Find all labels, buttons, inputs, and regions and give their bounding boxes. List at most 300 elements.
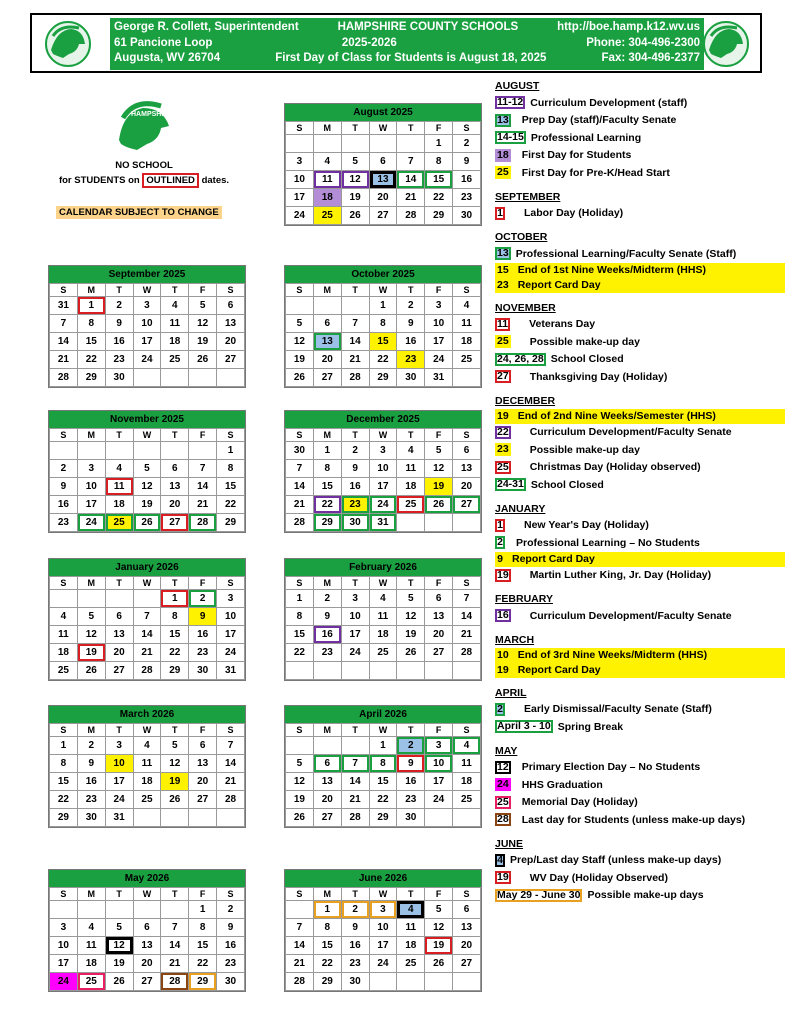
logo-right — [694, 19, 758, 69]
day-cell: 7 — [217, 737, 245, 755]
day-cell — [313, 737, 341, 755]
day-cell: 10 — [50, 937, 78, 955]
day-cell: 24 — [50, 973, 78, 991]
day-cell: 25 — [453, 791, 481, 809]
weekday-header: M — [313, 122, 341, 135]
legend-item — [495, 409, 785, 424]
day-cell: 19 — [161, 773, 189, 791]
day-cell: 27 — [105, 662, 133, 680]
day-cell: 17 — [133, 333, 161, 351]
weekday-header: S — [453, 577, 481, 590]
day-cell: 21 — [50, 351, 78, 369]
day-cell: 26 — [425, 496, 453, 514]
weekday-header: S — [217, 577, 245, 590]
day-cell: 3 — [217, 590, 245, 608]
day-cell: 6 — [217, 297, 245, 315]
day-cell: 6 — [425, 590, 453, 608]
day-cell — [397, 135, 425, 153]
trojan-logo-icon — [697, 20, 755, 68]
day-cell — [189, 442, 217, 460]
legend-label: Last day for Students (unless make-up days) — [521, 813, 746, 826]
day-cell: 30 — [77, 809, 105, 827]
legend-key: 24 — [497, 778, 509, 791]
legend-key: 11 — [497, 317, 509, 330]
legend-key: 19 — [497, 663, 509, 676]
day-cell: 29 — [50, 809, 78, 827]
day-cell: 8 — [161, 608, 189, 626]
day-cell: 15 — [425, 171, 453, 189]
day-cell: 14 — [453, 608, 481, 626]
legend-key: 18 — [497, 148, 509, 161]
legend-item — [495, 333, 785, 351]
day-cell: 23 — [313, 644, 341, 662]
day-cell: 28 — [217, 791, 245, 809]
day-cell: 29 — [77, 369, 105, 387]
legend-item — [495, 776, 785, 794]
day-cell: 6 — [313, 315, 341, 333]
day-cell: 13 — [453, 460, 481, 478]
day-cell: 2 — [341, 442, 369, 460]
legend-month: JUNE — [495, 837, 524, 850]
legend-label: Curriculum Development/Faculty Senate — [529, 609, 732, 622]
day-cell: 16 — [77, 773, 105, 791]
legend-key: 11-12 — [497, 96, 524, 109]
legend-label: Martin Luther King, Jr. Day (Holiday) — [529, 569, 712, 582]
day-cell: 15 — [77, 333, 105, 351]
day-cell: 11 — [369, 608, 397, 626]
weekday-header: S — [453, 429, 481, 442]
legend-label: First Day for Pre-K/Head Start — [521, 166, 670, 179]
weekday-header: M — [313, 577, 341, 590]
weekday-header: T — [161, 284, 189, 297]
day-cell: 19 — [105, 955, 133, 973]
day-cell: 21 — [397, 189, 425, 207]
weekday-header: T — [161, 577, 189, 590]
day-cell: 3 — [369, 442, 397, 460]
day-cell: 26 — [161, 791, 189, 809]
legend-key: April 3 - 10 — [497, 720, 551, 733]
legend-label: New Year's Day (Holiday) — [524, 519, 649, 532]
logo-left — [36, 19, 100, 69]
weekday-header: T — [105, 724, 133, 737]
day-cell: 18 — [369, 626, 397, 644]
legend-item — [495, 607, 785, 625]
day-cell — [77, 901, 105, 919]
legend-label: End of 3rd Nine Weeks/Midterm (HHS) — [517, 649, 708, 661]
day-cell: 10 — [77, 478, 105, 496]
legend-key: 25 — [497, 166, 509, 179]
weekday-header: S — [286, 724, 314, 737]
day-cell: 4 — [133, 737, 161, 755]
weekday-header: W — [369, 888, 397, 901]
day-cell: 16 — [453, 171, 481, 189]
legend-key: 13 — [497, 247, 509, 260]
day-cell: 7 — [453, 590, 481, 608]
day-cell: 16 — [189, 626, 217, 644]
day-cell: 4 — [161, 297, 189, 315]
weekday-header: F — [425, 122, 453, 135]
day-cell: 12 — [341, 171, 369, 189]
day-cell: 12 — [105, 937, 133, 955]
day-cell: 13 — [105, 626, 133, 644]
day-cell — [341, 662, 369, 680]
day-cell: 8 — [425, 153, 453, 171]
day-cell: 30 — [189, 662, 217, 680]
day-cell: 2 — [189, 590, 217, 608]
day-cell: 28 — [50, 369, 78, 387]
weekday-header: F — [189, 577, 217, 590]
legend — [495, 80, 785, 904]
trojan-mascot-icon — [109, 100, 179, 156]
day-cell: 2 — [397, 297, 425, 315]
legend-label: Primary Election Day – No Students — [521, 761, 701, 774]
day-cell: 8 — [217, 460, 245, 478]
fax: Fax: 304-496-2377 — [601, 52, 700, 64]
day-cell: 15 — [217, 478, 245, 496]
weekday-header: T — [397, 724, 425, 737]
day-cell: 4 — [397, 442, 425, 460]
legend-month: APRIL — [495, 686, 527, 699]
weekday-header: F — [189, 429, 217, 442]
info-block — [44, 100, 244, 188]
legend-month: MAY — [495, 744, 518, 757]
day-cell: 11 — [105, 478, 133, 496]
day-cell: 10 — [369, 460, 397, 478]
day-cell: 23 — [397, 351, 425, 369]
day-cell: 5 — [286, 315, 314, 333]
weekday-header: T — [341, 724, 369, 737]
day-cell: 9 — [313, 608, 341, 626]
day-cell: 28 — [453, 644, 481, 662]
day-cell: 10 — [425, 755, 453, 773]
day-cell — [341, 737, 369, 755]
legend-key: 2 — [495, 536, 505, 549]
day-cell — [77, 590, 105, 608]
day-cell: 29 — [189, 973, 217, 991]
month-calendar — [284, 410, 482, 533]
day-cell: 28 — [133, 662, 161, 680]
legend-key: 19 — [497, 568, 509, 581]
day-cell: 28 — [286, 514, 314, 532]
day-cell: 5 — [133, 460, 161, 478]
day-cell: 7 — [133, 608, 161, 626]
day-cell: 17 — [217, 626, 245, 644]
weekday-header: T — [397, 284, 425, 297]
weekday-header: S — [453, 122, 481, 135]
day-cell: 27 — [133, 973, 161, 991]
day-cell: 22 — [217, 496, 245, 514]
day-cell — [286, 737, 314, 755]
day-cell: 10 — [217, 608, 245, 626]
day-cell: 14 — [286, 478, 314, 496]
day-cell: 30 — [341, 514, 369, 532]
weekday-header: T — [161, 429, 189, 442]
day-cell: 26 — [397, 644, 425, 662]
school-name: HAMPSHIRE COUNTY SCHOOLS — [337, 21, 519, 33]
header-band — [110, 18, 704, 70]
weekday-header: S — [217, 888, 245, 901]
legend-key: 19 — [497, 409, 509, 422]
day-cell — [161, 901, 189, 919]
legend-label: Professional Learning — [530, 131, 642, 144]
subject-to-change: CALENDAR SUBJECT TO CHANGE — [56, 206, 222, 219]
day-cell: 3 — [425, 297, 453, 315]
legend-item — [495, 351, 785, 369]
day-cell: 31 — [217, 662, 245, 680]
month-calendar — [48, 869, 246, 992]
day-cell: 2 — [453, 135, 481, 153]
day-cell — [50, 901, 78, 919]
day-cell: 28 — [286, 973, 314, 991]
day-cell: 1 — [313, 442, 341, 460]
month-title: November 2025 — [49, 411, 245, 428]
city: Augusta, WV 26704 — [114, 52, 221, 64]
day-cell: 22 — [189, 955, 217, 973]
day-cell: 31 — [105, 809, 133, 827]
day-cell: 29 — [425, 207, 453, 225]
day-cell: 29 — [217, 514, 245, 532]
weekday-header: W — [369, 429, 397, 442]
day-cell: 23 — [341, 496, 369, 514]
day-cell: 22 — [313, 496, 341, 514]
day-cell: 21 — [217, 773, 245, 791]
weekday-header: F — [425, 724, 453, 737]
weekday-header: S — [50, 284, 78, 297]
day-cell: 19 — [397, 626, 425, 644]
day-cell: 21 — [133, 644, 161, 662]
day-cell: 20 — [105, 644, 133, 662]
legend-item — [495, 94, 785, 112]
day-cell: 17 — [286, 189, 314, 207]
day-cell — [133, 809, 161, 827]
day-cell: 11 — [77, 937, 105, 955]
month-calendar — [48, 265, 246, 388]
day-cell: 26 — [286, 809, 314, 827]
day-cell: 3 — [105, 737, 133, 755]
day-cell: 27 — [313, 809, 341, 827]
day-cell: 30 — [217, 973, 245, 991]
day-cell: 26 — [425, 955, 453, 973]
day-cell — [50, 590, 78, 608]
legend-key: 16 — [497, 609, 509, 622]
legend-item — [495, 476, 785, 494]
legend-item — [495, 718, 785, 736]
day-cell: 2 — [105, 297, 133, 315]
day-cell: 14 — [341, 773, 369, 791]
month-calendar — [284, 265, 482, 388]
day-cell: 24 — [425, 351, 453, 369]
day-cell — [105, 442, 133, 460]
day-cell: 24 — [286, 207, 314, 225]
month-title: January 2026 — [49, 559, 245, 576]
day-cell: 22 — [77, 351, 105, 369]
day-cell: 5 — [77, 608, 105, 626]
day-cell: 14 — [397, 171, 425, 189]
legend-label: School Closed — [550, 353, 624, 366]
day-cell: 10 — [286, 171, 314, 189]
day-cell: 20 — [313, 351, 341, 369]
weekday-header: S — [286, 888, 314, 901]
weekday-header: S — [50, 724, 78, 737]
day-cell: 9 — [217, 919, 245, 937]
legend-label: Thanksgiving Day (Holiday) — [529, 370, 668, 383]
legend-item — [495, 552, 785, 567]
month-calendar — [48, 410, 246, 533]
day-cell: 24 — [425, 791, 453, 809]
day-cell — [105, 901, 133, 919]
day-cell: 1 — [189, 901, 217, 919]
legend-key: 25 — [497, 335, 509, 348]
day-cell: 3 — [133, 297, 161, 315]
day-cell: 19 — [189, 333, 217, 351]
day-cell: 4 — [453, 737, 481, 755]
day-cell: 11 — [133, 755, 161, 773]
day-cell: 15 — [50, 773, 78, 791]
legend-item — [495, 811, 785, 829]
day-cell: 15 — [161, 626, 189, 644]
day-cell: 6 — [453, 442, 481, 460]
weekday-header: T — [397, 888, 425, 901]
weekday-header: T — [105, 888, 133, 901]
legend-label: School Closed — [530, 478, 604, 491]
day-cell — [161, 442, 189, 460]
legend-item — [495, 663, 785, 678]
legend-item — [495, 567, 785, 585]
day-cell: 11 — [397, 460, 425, 478]
day-cell: 8 — [286, 608, 314, 626]
day-cell: 14 — [133, 626, 161, 644]
legend-label: Professional Learning – No Students — [516, 536, 700, 549]
legend-key: 24, 26, 28 — [497, 352, 544, 365]
day-cell: 30 — [105, 369, 133, 387]
website[interactable]: http://boe.hamp.k12.wv.us — [557, 21, 700, 33]
day-cell: 6 — [189, 737, 217, 755]
weekday-header: F — [425, 888, 453, 901]
day-cell: 14 — [50, 333, 78, 351]
month-title: March 2026 — [49, 706, 245, 723]
legend-item — [495, 459, 785, 477]
day-cell: 28 — [397, 207, 425, 225]
day-cell: 20 — [453, 937, 481, 955]
day-cell: 7 — [286, 919, 314, 937]
day-cell: 8 — [369, 315, 397, 333]
day-cell: 12 — [286, 773, 314, 791]
day-cell — [369, 662, 397, 680]
legend-item — [495, 424, 785, 442]
weekday-header: M — [77, 724, 105, 737]
day-cell: 25 — [133, 791, 161, 809]
day-cell: 10 — [369, 919, 397, 937]
day-cell: 1 — [369, 297, 397, 315]
day-cell: 4 — [369, 590, 397, 608]
day-cell: 27 — [369, 207, 397, 225]
day-cell — [425, 973, 453, 991]
legend-label: Report Card Day — [517, 279, 601, 291]
day-cell: 18 — [453, 773, 481, 791]
weekday-header: S — [50, 429, 78, 442]
day-cell: 20 — [161, 496, 189, 514]
weekday-header: S — [217, 429, 245, 442]
day-cell: 24 — [105, 791, 133, 809]
day-cell: 9 — [397, 755, 425, 773]
weekday-header: W — [133, 888, 161, 901]
day-cell: 6 — [105, 608, 133, 626]
day-cell: 31 — [50, 297, 78, 315]
weekday-header: T — [341, 429, 369, 442]
day-cell: 12 — [425, 919, 453, 937]
day-cell: 17 — [105, 773, 133, 791]
day-cell: 24 — [369, 496, 397, 514]
day-cell — [217, 369, 245, 387]
legend-key: 24-31 — [497, 478, 524, 491]
day-cell: 4 — [397, 901, 425, 919]
legend-key: 23 — [497, 278, 509, 291]
month-calendar — [284, 103, 482, 226]
day-cell: 9 — [341, 919, 369, 937]
day-cell: 23 — [397, 791, 425, 809]
day-cell: 8 — [369, 755, 397, 773]
day-cell: 5 — [397, 590, 425, 608]
day-cell: 21 — [453, 626, 481, 644]
day-cell: 4 — [105, 460, 133, 478]
day-cell — [313, 662, 341, 680]
day-cell: 13 — [217, 315, 245, 333]
day-cell: 15 — [189, 937, 217, 955]
day-cell: 20 — [189, 773, 217, 791]
day-cell: 21 — [341, 791, 369, 809]
day-cell: 16 — [341, 937, 369, 955]
day-cell: 29 — [369, 809, 397, 827]
day-cell: 13 — [189, 755, 217, 773]
day-cell: 18 — [105, 496, 133, 514]
day-cell: 9 — [397, 315, 425, 333]
day-cell — [189, 809, 217, 827]
legend-label: Veterans Day — [529, 318, 596, 331]
day-cell — [425, 662, 453, 680]
day-cell: 2 — [313, 590, 341, 608]
day-cell: 8 — [189, 919, 217, 937]
day-cell: 3 — [50, 919, 78, 937]
day-cell: 28 — [161, 973, 189, 991]
month-title: December 2025 — [285, 411, 481, 428]
legend-label: Possible make-up days — [587, 889, 704, 902]
weekday-header: T — [341, 888, 369, 901]
day-cell: 26 — [133, 514, 161, 532]
day-cell — [50, 442, 78, 460]
day-cell: 24 — [369, 955, 397, 973]
day-cell: 1 — [425, 135, 453, 153]
legend-label: End of 2nd Nine Weeks/Semester (HHS) — [517, 410, 716, 422]
legend-label: Report Card Day — [512, 553, 595, 565]
day-cell: 17 — [425, 773, 453, 791]
day-cell: 13 — [313, 773, 341, 791]
day-cell: 30 — [341, 973, 369, 991]
day-cell: 18 — [77, 955, 105, 973]
day-cell — [161, 369, 189, 387]
day-cell: 12 — [133, 478, 161, 496]
day-cell: 1 — [77, 297, 105, 315]
legend-label: Professional Learning/Faculty Senate (Staff) — [515, 247, 737, 260]
day-cell: 7 — [341, 315, 369, 333]
day-cell: 19 — [425, 937, 453, 955]
legend-key: 23 — [497, 443, 509, 456]
weekday-header: S — [453, 888, 481, 901]
day-cell: 13 — [313, 333, 341, 351]
day-cell — [286, 662, 314, 680]
month-calendar — [48, 558, 246, 681]
legend-item — [495, 852, 785, 870]
legend-key: 15 — [497, 263, 509, 276]
